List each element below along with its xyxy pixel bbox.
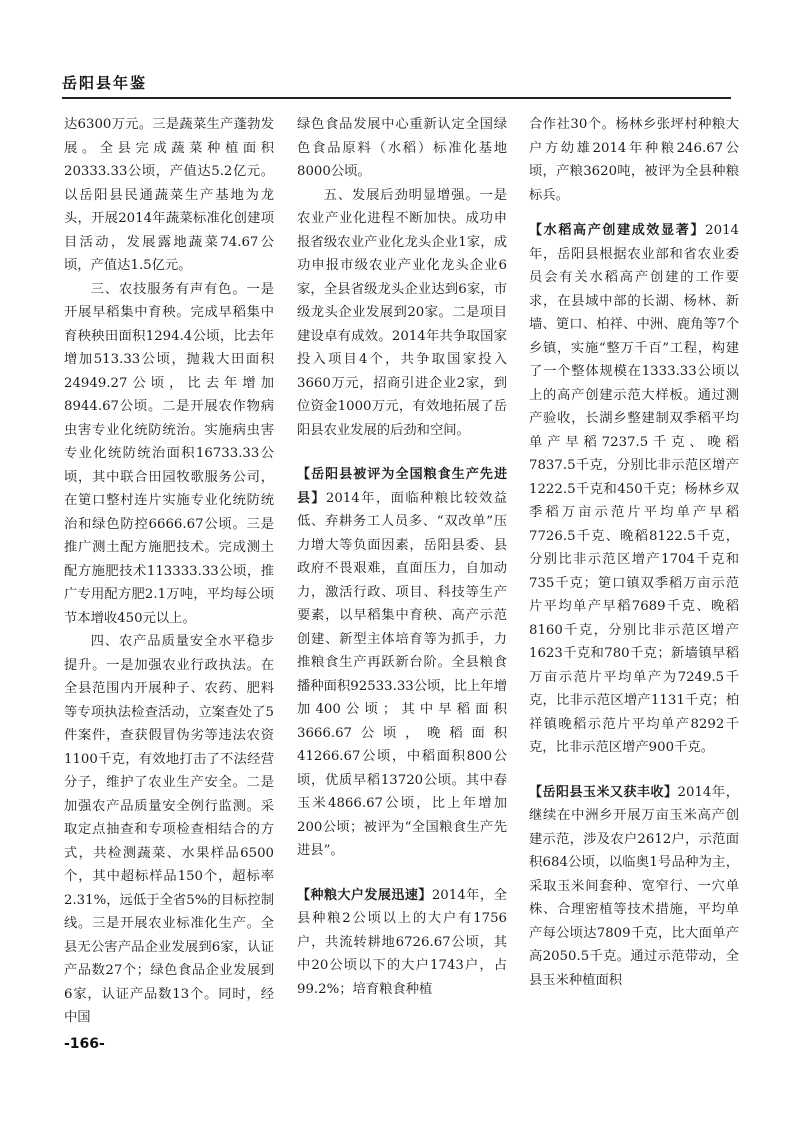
text-column-3 [529,113,739,1043]
entry-large-grain-growers [297,884,507,1002]
entry-rice-high-yield [529,219,739,760]
entry-body: 2014年，岳阳县根据农业部和省农业委员会有关水稻高产创建的工作要求，在县域中部的长湖、杨林、新墙、筻口、柏祥、中洲、鹿角等7个乡镇，实施“整万千百”工程，构建了一个整体规模在1333.33公顷以上的高产创建示范大样板。通过测产验收，长湖乡整建制双季稻平均单产早稻7237.5千克、晚稻7837.5千克，分别比非示范区增产1222.5千克和450千克；杨林乡双季稻万亩示范片平均单产早稻7726.5千克、晚稻8122.5千克，分别比非示范区增产1704千克和735千克；筻口镇双季稻万亩示范片平均单产早稻7689千克、晚稻8160千克，分别比非示范区增产1623千克和780千克；新墙镇早稻万亩示范片平均单产为7249.5千克，比非示范区增产1131千克；柏祥镇晚稻示范片平均单产8292千克，比非示范区增产900千克。 [529,223,739,755]
page-number: -166- [64,1036,105,1052]
paragraph: 五、发展后劲明显增强。一是农业产业化进程不断加快。成功申报省级农业产业化龙头企业1家，成功申报市级农业产业化龙头企业6家，全县省级龙头企业达到6家，市级龙头企业发展到20家。二是项目建设卓有成效。2014年共争取国家投入项目4个，共争取国家投入3660万元，招商引进企业2家，到位资金1000万元，有效地拓展了岳阳县农业发展的后劲和空间。 [297,187,507,438]
entry-corn-harvest [529,781,739,993]
entry-heading: 【岳阳县玉米又获丰收】 [529,784,678,800]
header-rule [62,97,731,99]
entry-body: 2014年，全县种粮2公顷以上的大户有1756户，共流转耕地6726.67公顷，其中20公顷以下的大户1743户，占99.2%；培育粮食种植 [297,887,507,997]
entry-heading: 【种粮大户发展迅速】 [297,887,432,903]
entry-heading: 【岳阳县被评为全国粮食生产先进县】 [297,467,507,506]
paragraph: 绿色食品发展中心重新认定全国绿色食品原料（水稻）标准化基地8000公顷。 [297,117,507,179]
text-column-1 [64,113,274,1043]
entry-grain-advanced-county [297,463,507,863]
paragraph: 四、农产品质量安全水平稳步提升。一是加强农业行政执法。在全县范围内开展种子、农药、肥料等专项执法检查活动，立案查处了5件案件，查获假冒伪劣等违法农资1100千克，有效地打击了不法经营分子，维护了农业生产安全。二是加强农产品质量安全例行监测。采取定点抽查和专项检查相结合的方式，共检测蔬菜、水果样品6500个，其中超标样品150个，超标率2.31%，远低于全省5%的目标控制线。三是开展农业标准化生产。全县无公害产品企业发展到6家，认证产品数27个；绿色食品企业发展到6家，认证产品数13个。同时，经中国 [64,634,274,1025]
text-column-2 [297,113,507,1043]
entry-body: 2014年，面临种粮比较效益低、弃耕务工人员多、“双改单”压力增大等负面因素，岳阳县委、县政府不畏艰难，直面压力，自加动力，激活行政、项目、科技等生产要素，以早稻集中育秧、高产示范创建、新型主体培育等为抓手，力推粮食生产再跃新台阶。全县粮食播种面积92533.33公顷，比上年增加400公顷；其中早稻面积3666.67公顷，晚稻面积41266.67公顷，中稻面积800公顷，优质早稻13720公顷。其中春玉米4866.67公顷，比上年增加200公顷；被评为“全国粮食生产先进县”。 [297,490,507,858]
yearbook-title: 岳阳县年鉴 [62,74,148,92]
paragraph: 达6300万元。三是蔬菜生产蓬勃发展。全县完成蔬菜种植面积20333.33公顷，产值达5.2亿元。以岳阳县民通蔬菜生产基地为龙头，开展2014年蔬菜标准化创建项目活动，发展露地蔬菜74.67公顷，产值达1.5亿元。 [64,117,274,273]
paragraph: 合作社30个。杨林乡张坪村种粮大户方幼雄2014年种粮246.67公顷，产粮3620吨，被评为全县种粮标兵。 [529,117,739,203]
paragraph: 三、农技服务有声有色。一是开展早稻集中育秧。完成早稻集中育秧秧田面积1294.4公顷，比去年增加513.33公顷，抛栽大田面积24949.27公顷，比去年增加8944.67公顷。二是开展农作物病虫害专业化统防统治。实施病虫害专业化统防统治面积16733.33公顷，其中联合田园牧歌服务公司，在筻口整村连片实施专业化统防统治和绿色防控6666.67公顷。三是推广测土配方施肥技术。完成测土配方施肥技术113333.33公顷，推广专用配方肥2.1万吨，平均每公顷节本增收450元以上。 [64,281,274,626]
entry-heading: 【水稻高产创建成效显著】 [529,223,706,238]
entry-body: 2014年，继续在中洲乡开展万亩玉米高产创建示范，涉及农户2612户，示范面积684公顷，以临奥1号品种为主，采取玉米间套种、宽窄行、一穴单株、合理密植等技术措施，平均单产每公顷达7809千克，比大面单产高2050.5千克。通过示范带动，全县玉米种植面积 [529,784,739,988]
